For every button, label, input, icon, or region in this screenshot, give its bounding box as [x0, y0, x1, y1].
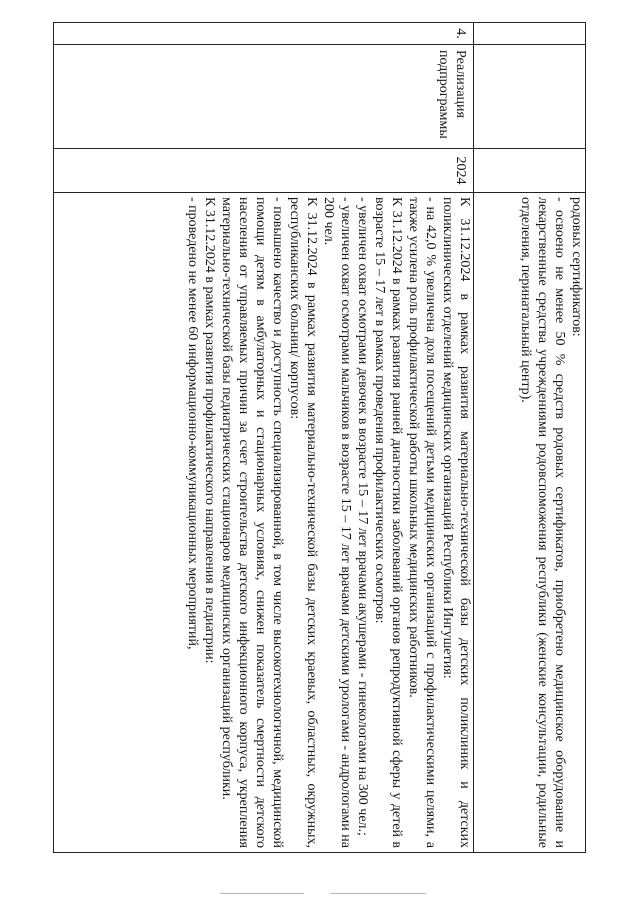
paragraph: - освоено не менее 50 % средств родовых сертификатов, приобретено медицинское оборудование и лекарственные средства учреждениями родовспоможения республики (женские консультации, родильные отделения, перинатальный центр).: [518, 197, 567, 848]
table-row: [474, 23, 586, 853]
paragraph: К 31.12.2024 в рамках развития материально-технической базы детских краевых, областных, окружных, республиканских больниц/ корпусов:: [287, 197, 319, 848]
table-row: [54, 23, 474, 853]
paragraph: - повышено качество и доступность специализированной, в том числе высокотехнологичной, медицинской помощи детям в амбулаторных и стационарных условиях, снижен показатель смертности детского населения от управляемых причин за счет строительства детского инфекционного корпуса, укрепления материально-технической базы педиатрических стационаров медицинских организаций республики.: [219, 197, 285, 848]
row-number: 4.: [54, 23, 474, 45]
paragraph: родовых сертификатов:: [569, 197, 584, 337]
row-year: [474, 149, 586, 193]
row-year: 2024: [54, 149, 474, 193]
paragraph: - проведено не менее 60 информационно-коммуникационных мероприятий,: [185, 197, 200, 650]
paragraph: - на 42,0 % увеличена доля посещений детьми медицинских организаций с профилактическими целями, а также усилена роль профилактической работы школьных медицинских работников.: [406, 197, 438, 848]
paragraph: - увеличен охват осмотрами мальчиков в возрасте 15 – 17 лет врачами детскими урологами - андрологами на 200 чел.: [321, 197, 353, 848]
scan-artifact-line: [330, 893, 426, 894]
paragraph: К 31.12.2024 в рамках развития материально-технической базы детских поликлиник и детских поликлинических отделений медицинских организаций Республики Ингушетия:: [440, 197, 472, 848]
row-description: [474, 193, 586, 853]
program-table: [53, 22, 586, 853]
paragraph: К 31.12.2024 в рамках развития ранней диагностики заболеваний органов репродуктивной сферы у детей в возрасте 15 – 17 лет в рамках проведения профилактических осмотров:: [372, 197, 404, 848]
row-description: [54, 193, 474, 853]
row-name: Реализация подпрограммы: [54, 45, 474, 149]
paragraph: К 31.12.2024 в рамках развития профилактического направления в педиатрии:: [202, 197, 217, 664]
row-number: [474, 23, 586, 45]
row-name: [474, 45, 586, 149]
scan-artifact-line: [220, 893, 304, 894]
rotated-table-container: [54, 22, 586, 852]
paragraph: - увеличен охват осмотрами девочек в возрасте 15 – 17 лет врачами акушерами - гинекологами на 300 чел.;: [355, 197, 370, 836]
